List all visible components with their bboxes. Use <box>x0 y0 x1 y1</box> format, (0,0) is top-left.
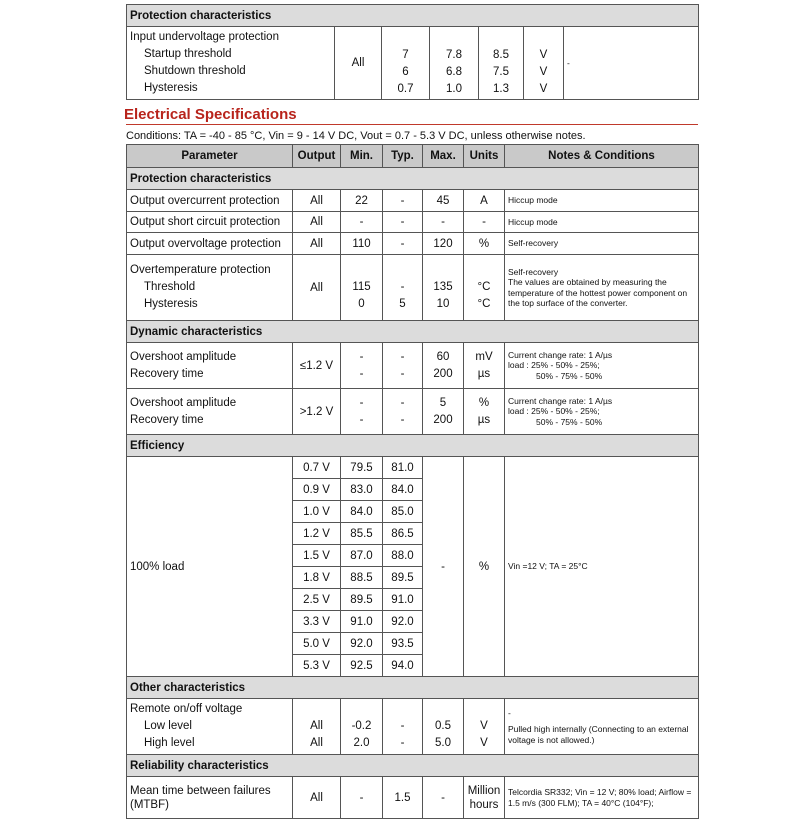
value: - <box>400 350 405 363</box>
param-cell <box>127 777 293 819</box>
unit-cell: % <box>464 457 505 677</box>
min-cell: 79.5 <box>341 457 383 479</box>
value: 135 <box>433 281 453 293</box>
max-cell: - <box>423 212 464 233</box>
table-row <box>127 27 699 100</box>
notes-cell: Hiccup mode <box>505 212 699 233</box>
table-row <box>127 777 699 819</box>
param-cell <box>127 389 293 435</box>
min-cell: 83.0 <box>341 479 383 501</box>
max-cell <box>423 699 464 755</box>
param-cell: Output overcurrent protection <box>127 190 293 212</box>
section-header-row <box>127 168 699 190</box>
value: - <box>400 737 405 749</box>
notes-cell: Vin =12 V; TA = 25°C <box>505 457 699 677</box>
max-cell <box>479 27 524 100</box>
efficiency-row <box>127 457 699 479</box>
output-cell: All <box>293 212 341 233</box>
value: V <box>480 737 488 749</box>
section-title: Protection characteristics <box>127 5 699 27</box>
typ-cell: - <box>383 212 423 233</box>
value: All <box>310 720 323 732</box>
min-cell: 87.0 <box>341 545 383 567</box>
section-heading: Electrical Specifications <box>124 106 297 123</box>
param-cell <box>127 699 293 755</box>
max-cell: - <box>423 777 464 819</box>
value: 60 <box>436 350 450 363</box>
value: Million <box>467 784 501 797</box>
note-line: - <box>508 707 511 718</box>
output-cell: 5.0 V <box>293 633 341 655</box>
value: 1.0 <box>446 83 462 95</box>
heading-rule <box>126 124 698 125</box>
col-header-typ: Typ. <box>383 145 423 168</box>
value: 10 <box>436 298 450 310</box>
param-cell <box>127 27 335 100</box>
typ-cell: - <box>383 233 423 255</box>
max-cell <box>423 343 464 389</box>
typ-cell: 84.0 <box>383 479 423 501</box>
output-cell <box>293 699 341 755</box>
value: V <box>480 720 488 732</box>
min-cell <box>341 255 383 321</box>
typ-cell: 1.5 <box>383 777 423 819</box>
value: - <box>400 281 405 293</box>
param-cell: Output short circuit protection <box>127 212 293 233</box>
max-cell: 120 <box>423 233 464 255</box>
min-cell: 91.0 <box>341 611 383 633</box>
min-cell <box>382 27 430 100</box>
value: 200 <box>433 413 453 426</box>
typ-cell <box>430 27 479 100</box>
output-cell: All <box>293 777 341 819</box>
value: 7.5 <box>493 66 509 78</box>
unit-cell <box>524 27 564 100</box>
note-line: Current change rate: 1 A/µs <box>508 349 613 360</box>
output-cell: All <box>293 190 341 212</box>
min-cell <box>341 699 383 755</box>
param-label: (MTBF) <box>130 798 169 811</box>
max-cell: - <box>423 457 464 677</box>
max-cell <box>423 255 464 321</box>
value: 0.5 <box>435 720 451 732</box>
typ-cell: 85.0 <box>383 501 423 523</box>
output-cell: 1.8 V <box>293 567 341 589</box>
table-row <box>127 233 699 255</box>
typ-cell: 81.0 <box>383 457 423 479</box>
value: hours <box>469 798 499 811</box>
conditions-text: Conditions: TA = -40 - 85 °C, Vin = 9 - 14 V DC, Vout = 0.7 - 5.3 V DC, unless otherwise notes. <box>126 130 586 142</box>
value: - <box>359 413 364 426</box>
value: 5.0 <box>435 737 451 749</box>
notes-cell <box>505 699 699 755</box>
note-line: 50% - 75% - 50% <box>536 370 603 381</box>
section-header-row <box>127 435 699 457</box>
note-line: 50% - 75% - 50% <box>536 416 603 427</box>
value: µs <box>477 367 491 380</box>
value: °C <box>477 281 491 293</box>
min-cell <box>341 343 383 389</box>
note-line: Pulled high internally (Connecting to an external voltage is not allowed.) <box>508 724 689 745</box>
output-cell: All <box>293 255 341 321</box>
value: 7 <box>402 49 409 61</box>
note-line: Current change rate: 1 A/µs <box>508 395 613 406</box>
section-title: Dynamic characteristics <box>127 321 699 343</box>
electrical-spec-table <box>126 144 699 819</box>
param-label: Shutdown threshold <box>144 65 246 77</box>
table-row <box>127 343 699 389</box>
value: 5 <box>399 298 406 310</box>
section-title: Other characteristics <box>127 677 699 699</box>
table-row <box>127 255 699 321</box>
typ-cell: 91.0 <box>383 589 423 611</box>
unit-cell <box>464 389 505 435</box>
value: 5 <box>439 396 447 409</box>
min-cell: 92.0 <box>341 633 383 655</box>
note-line: load : 25% - 50% - 25%; <box>508 406 600 417</box>
value: V <box>539 66 548 78</box>
section-title: Protection characteristics <box>127 168 699 190</box>
section-header-row <box>127 5 699 27</box>
col-header-output: Output <box>293 145 341 168</box>
min-cell: 84.0 <box>341 501 383 523</box>
table-header-row <box>127 145 699 168</box>
section-title: Reliability characteristics <box>127 755 699 777</box>
param-cell <box>127 255 293 321</box>
output-cell: 1.0 V <box>293 501 341 523</box>
section-header-row <box>127 677 699 699</box>
min-cell: 92.5 <box>341 655 383 677</box>
value: 115 <box>352 281 371 293</box>
unit-cell <box>464 699 505 755</box>
value: - <box>359 350 364 363</box>
table-row <box>127 190 699 212</box>
output-cell: 0.9 V <box>293 479 341 501</box>
value: - <box>400 720 405 732</box>
value: 7.8 <box>446 49 462 61</box>
unit-cell <box>464 777 505 819</box>
typ-cell: 93.5 <box>383 633 423 655</box>
max-cell <box>423 389 464 435</box>
value: - <box>400 413 405 426</box>
table-row <box>127 699 699 755</box>
param-label: Recovery time <box>130 413 204 426</box>
unit-cell: - <box>464 212 505 233</box>
param-label: High level <box>144 737 195 749</box>
param-label: Low level <box>144 720 192 732</box>
min-cell: 85.5 <box>341 523 383 545</box>
param-cell <box>127 343 293 389</box>
input-protection-table <box>126 4 699 100</box>
value: µs <box>477 413 491 426</box>
value: - <box>359 396 364 409</box>
col-header-min: Min. <box>341 145 383 168</box>
note-line: load : 25% - 50% - 25%; <box>508 360 600 371</box>
param-label: Overshoot amplitude <box>130 396 237 409</box>
typ-cell <box>383 699 423 755</box>
notes-cell: Self-recovery The values are obtained by measuring the temperature of the hottest power component on the top surface of the converter. <box>505 255 699 321</box>
output-cell: 1.5 V <box>293 545 341 567</box>
typ-cell <box>383 343 423 389</box>
output-cell: 2.5 V <box>293 589 341 611</box>
param-label: Hysteresis <box>144 298 198 310</box>
param-cell: Output overvoltage protection <box>127 233 293 255</box>
param-label: Startup threshold <box>144 48 232 60</box>
value: °C <box>477 298 491 310</box>
value: 6.8 <box>446 66 462 78</box>
param-title: Remote on/off voltage <box>130 703 243 715</box>
param-label: Recovery time <box>130 367 204 380</box>
min-cell: 88.5 <box>341 567 383 589</box>
value: - <box>400 396 405 409</box>
min-cell: - <box>341 777 383 819</box>
output-cell: >1.2 V <box>293 389 341 435</box>
unit-cell <box>464 255 505 321</box>
value: 1.3 <box>493 83 509 95</box>
value: 6 <box>402 66 409 78</box>
typ-cell: 88.0 <box>383 545 423 567</box>
value: mV <box>475 350 493 363</box>
max-cell: 45 <box>423 190 464 212</box>
param-title: Overtemperature protection <box>130 264 271 276</box>
value: - <box>400 367 405 380</box>
typ-cell <box>383 389 423 435</box>
param-label: Mean time between failures <box>130 784 271 797</box>
value: 0.7 <box>397 83 414 95</box>
value: -0.2 <box>351 720 372 732</box>
value: V <box>539 49 548 61</box>
unit-cell: A <box>464 190 505 212</box>
col-header-max: Max. <box>423 145 464 168</box>
value: 8.5 <box>493 49 509 61</box>
output-cell: 1.2 V <box>293 523 341 545</box>
output-cell: 3.3 V <box>293 611 341 633</box>
param-cell: 100% load <box>127 457 293 677</box>
output-cell: ≤1.2 V <box>293 343 341 389</box>
min-cell: 110 <box>341 233 383 255</box>
notes-cell: Self-recovery <box>505 233 699 255</box>
unit-cell <box>464 343 505 389</box>
value: 2.0 <box>353 737 370 749</box>
min-cell: - <box>341 212 383 233</box>
section-header-row <box>127 321 699 343</box>
param-label: Threshold <box>144 281 196 293</box>
col-header-parameter: Parameter <box>127 145 293 168</box>
notes-cell: Hiccup mode <box>505 190 699 212</box>
unit-cell: % <box>464 233 505 255</box>
min-cell: 89.5 <box>341 589 383 611</box>
param-label: Overshoot amplitude <box>130 350 237 363</box>
value: V <box>539 83 548 95</box>
table-row <box>127 389 699 435</box>
output-cell: 0.7 V <box>293 457 341 479</box>
notes-cell <box>505 389 699 435</box>
output-cell: 5.3 V <box>293 655 341 677</box>
section-header-row <box>127 755 699 777</box>
notes-cell: - <box>564 27 699 100</box>
datasheet-page <box>126 0 698 819</box>
param-label: Hysteresis <box>144 82 198 94</box>
typ-cell <box>383 255 423 321</box>
typ-cell: 86.5 <box>383 523 423 545</box>
typ-cell: - <box>383 190 423 212</box>
typ-cell: 94.0 <box>383 655 423 677</box>
min-cell <box>341 389 383 435</box>
min-cell: 22 <box>341 190 383 212</box>
value: - <box>359 367 364 380</box>
value: 200 <box>433 367 453 380</box>
notes-cell: Telcordia SR332; Vin = 12 V; 80% load; Airflow = 1.5 m/s (300 FLM); TA = 40°C (104°F); <box>505 777 699 819</box>
col-header-notes: Notes & Conditions <box>505 145 699 168</box>
col-header-units: Units <box>464 145 505 168</box>
param-title: Input undervoltage protection <box>130 31 279 43</box>
value: % <box>478 396 490 409</box>
section-title: Efficiency <box>127 435 699 457</box>
value: 0 <box>358 298 365 310</box>
output-cell: All <box>335 27 382 100</box>
value: All <box>310 737 323 749</box>
notes-cell <box>505 343 699 389</box>
output-cell: All <box>293 233 341 255</box>
typ-cell: 92.0 <box>383 611 423 633</box>
typ-cell: 89.5 <box>383 567 423 589</box>
table-row <box>127 212 699 233</box>
